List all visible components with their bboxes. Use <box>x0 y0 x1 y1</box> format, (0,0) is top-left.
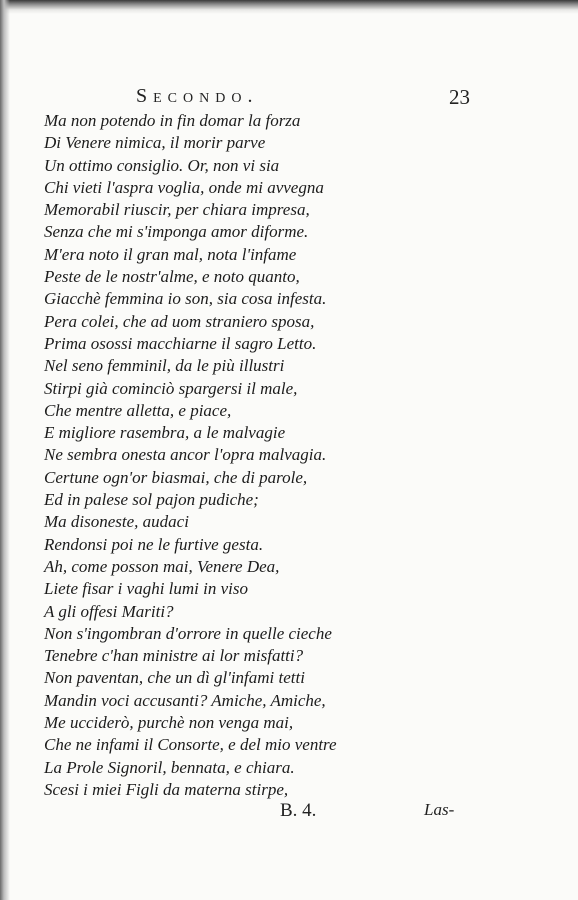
verse-line: Senza che mi s'imponga amor diforme. <box>44 222 309 242</box>
verse-line: Peste de le nostr'alme, e noto quanto, <box>44 267 300 287</box>
verse-line: Ne sembra onesta ancor l'opra malvagia. <box>44 445 327 465</box>
verse-line: Di Venere nimica, il morir parve <box>44 133 266 153</box>
verse-line: Non paventan, che un dì gl'infami tetti <box>44 668 305 688</box>
verse-line: Memorabil riuscir, per chiara impresa, <box>44 200 310 220</box>
verse-line: Nel seno femminil, da le più illustri <box>44 356 285 376</box>
verse-line: Chi vieti l'aspra voglia, onde mi avvegna <box>44 177 324 197</box>
verse-line: Mandin voci accusanti? Amiche, Amiche, <box>44 690 326 710</box>
catchword: Las- <box>424 800 455 819</box>
verse-line: La Prole Signoril, bennata, e chiara. <box>44 757 295 777</box>
verse-line: Liete fisar i vaghi lumi in viso <box>44 579 248 599</box>
signature-mark: B. 4. <box>280 800 317 821</box>
verse-line: Prima osossi macchiarne il sagro Letto. <box>44 333 317 353</box>
verse-line: Ma non potendo in fin domar la forza <box>44 111 301 130</box>
verse-line: Tenebre c'han ministre ai lor misfatti? <box>44 646 304 666</box>
running-head: Secondo. <box>136 85 259 107</box>
verse-line: E migliore rasembra, a le malvagie <box>44 423 286 443</box>
verse-text <box>44 110 464 801</box>
verse-line: Me ucciderò, purchè non venga mai, <box>44 713 294 733</box>
verse-line: Stirpi già cominciò spargersi il male, <box>44 378 298 398</box>
verse-line: Che mentre alletta, e piace, <box>44 400 232 420</box>
page-footer <box>0 800 578 826</box>
verse-line: Un ottimo consiglio. Or, non vi sia <box>44 155 280 175</box>
verse-line: A gli offesi Mariti? <box>44 601 174 621</box>
verse-line: Giacchè femmina io son, sia cosa infesta. <box>44 289 327 309</box>
page-gutter-shadow <box>0 0 10 900</box>
verse-line: M'era noto il gran mal, nota l'infame <box>44 244 297 264</box>
verse-line: Ed in palese sol pajon pudiche; <box>44 490 259 510</box>
verse-line: Non s'ingombran d'orrore in quelle cieche <box>44 623 332 643</box>
verse-line: Pera colei, che ad uom straniero sposa, <box>44 311 315 331</box>
verse-line: Rendonsi poi ne le furtive gesta. <box>44 534 264 554</box>
verse-line: Certune ogn'or biasmai, che di parole, <box>44 467 308 487</box>
page-header <box>0 85 578 109</box>
page-top-edge <box>0 0 578 14</box>
verse-line: Ah, come posson mai, Venere Dea, <box>44 556 280 576</box>
verse-line: Che ne infami il Consorte, e del mio ventre <box>44 735 337 755</box>
verse-line: Ma disoneste, audaci <box>44 512 189 532</box>
verse-line: Scesi i miei Figli da materna stirpe, <box>44 779 289 799</box>
page-number: 23 <box>449 85 470 109</box>
